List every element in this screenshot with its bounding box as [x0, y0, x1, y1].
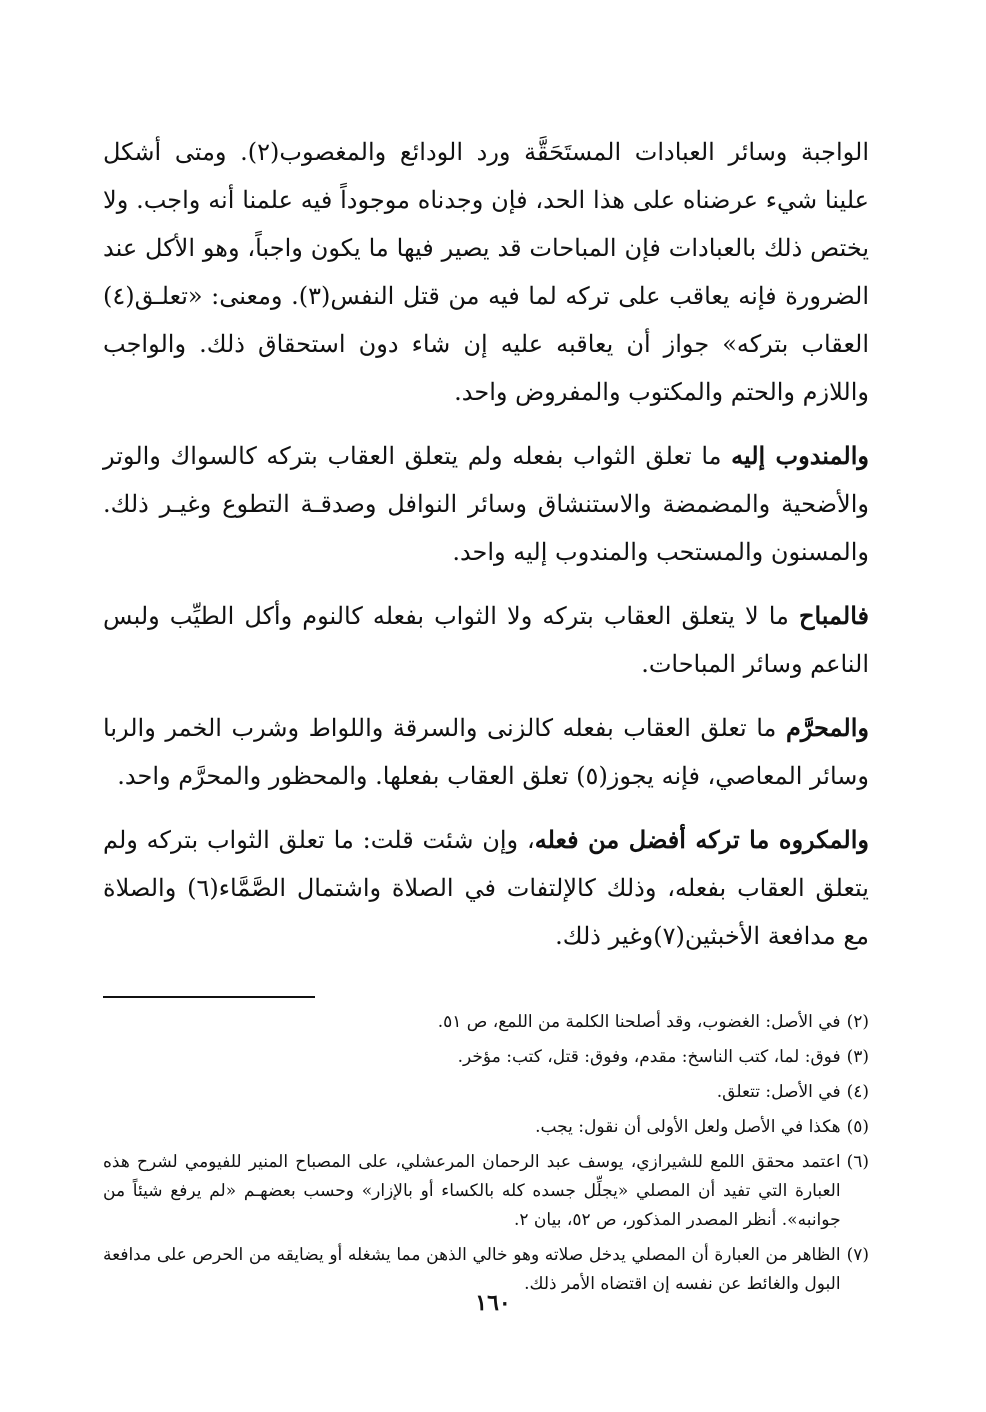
footnote-text: اعتمد محقق اللمع للشيرازي، يوسف عبد الرحمان المرعشلي، على المصباح المنير للفيومي لشرح هذه العبارة التي تفيد أن المصلي «يجلِّل جسده كله بالكساء أو بالإزار» وحسب بعضهـم «لم يرفع شيئاً من جوانبه». أنظر المصدر المذكور، ص ٥٢، بيان ٢.: [103, 1152, 841, 1230]
footnote-number: (٦): [846, 1152, 869, 1172]
term-makruh: والمكروه ما تركه أفضل من فعله: [534, 825, 869, 854]
footnotes: [103, 1008, 869, 1299]
paragraph-mandub-text: ما تعلق الثواب بفعله ولم يتعلق العقاب بتركه كالسواك والوتر والأضحية والمضمضة والاستنشاق وسائر النوافل وصدقـة التطوع وغيـر ذلك. والمسنون والمستحب والمندوب إليه واحد.: [103, 442, 869, 566]
footnote-text: في الأصل: الغضوب، وقد أصلحنا الكلمة من اللمع، ص ٥١.: [437, 1012, 841, 1032]
paragraph-mubah-text: ما لا يتعلق العقاب بتركه ولا الثواب بفعله كالنوم وأكل الطيِّب ولبس الناعم وسائر المباحات.: [103, 602, 869, 678]
page-number: ١٦٠: [475, 1290, 511, 1316]
footnote-text: الظاهر من العبارة أن المصلي يدخل صلاته وهو خالي الذهن مما يشغله أو يضايقه من الحرص على مدافعة البول والغائط عن نفسه إن اقتضاه الأمر ذلك.: [103, 1245, 841, 1294]
term-mandub: والمندوب إليه: [731, 441, 869, 470]
footnote-number: (٣): [846, 1047, 869, 1067]
footnote-number: (٥): [846, 1117, 869, 1137]
paragraph-makruh-text: ، وإن شئت قلت: ما تعلق الثواب بتركه ولم يتعلق العقاب بفعله، وذلك كالإلتفات في الصلاة واشتمال الصَّمَّاء(٦) والصلاة مع مدافعة الأخبثين(٧)وغير ذلك.: [103, 826, 869, 950]
term-mubah: فالمباح: [798, 601, 869, 630]
footnote-text: في الأصل: تتعلق.: [716, 1082, 841, 1102]
paragraph-muharram: [103, 704, 869, 800]
footnote-separator: [103, 996, 315, 998]
term-muharram: والمحرَّم: [785, 713, 869, 742]
footnote-text: هكذا في الأصل ولعل الأولى أن نقول: يجب.: [535, 1117, 841, 1137]
footnote-number: (٢): [846, 1012, 869, 1032]
paragraph-mubah: [103, 592, 869, 688]
footnote-item: [103, 1113, 869, 1142]
paragraph-wajib-text: الواجبة وسائر العبادات المستَحَقَّة ورد الودائع والمغصوب(٢). ومتى أشكل علينا شيء عرضناه على هذا الحد، فإن وجدناه موجوداً فيه علمنا أنه واجب. ولا يختص ذلك بالعبادات فإن المباحات قد يصير فيها ما يكون واجباً، وهو الأكل عند الضرورة فإنه يعاقب على تركه لما فيه من قتل النفس(٣). ومعنى: «تعلـق(٤) العقاب بتركه» جواز أن يعاقبه عليه إن شاء دون استحقاق ذلك. والواجب واللازم والحتم والمكتوب والمفروض واحد.: [103, 138, 870, 406]
footnote-text: فوق: لما، كتب الناسخ: مقدم، وفوق: قتل، كتب: مؤخر.: [457, 1047, 841, 1067]
footnote-item: [103, 1078, 869, 1107]
footnote-item: [103, 1008, 869, 1037]
paragraph-mandub: [103, 432, 869, 576]
footnote-number: (٧): [846, 1245, 869, 1265]
footnote-item: [103, 1148, 869, 1235]
paragraph-makruh: [103, 816, 869, 960]
page-content: [103, 128, 869, 1305]
paragraph-wajib: [103, 128, 869, 416]
footnote-number: (٤): [846, 1082, 869, 1102]
paragraph-muharram-text: ما تعلق العقاب بفعله كالزنى والسرقة واللواط وشرب الخمر والربا وسائر المعاصي، فإنه يجوز(٥) تعلق العقاب بفعلها. والمحظور والمحرَّم واحد.: [103, 714, 869, 790]
footnote-item: [103, 1043, 869, 1072]
